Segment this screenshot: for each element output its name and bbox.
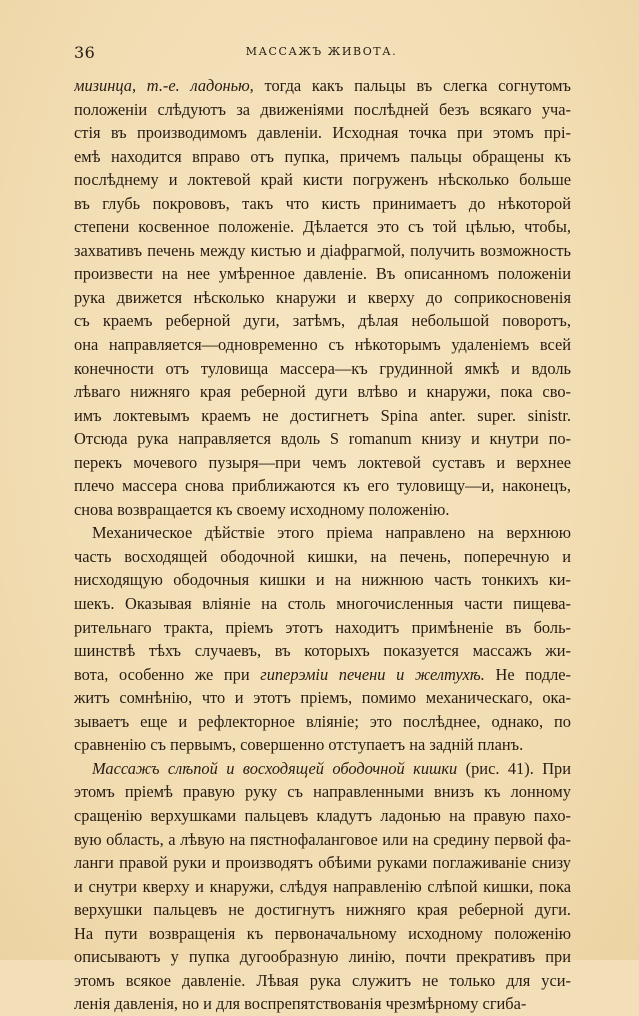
text-line <box>74 898 571 922</box>
text-run: вую область, а лѣвую на пястнофаланговое или на средину первой фа- <box>74 829 571 849</box>
text-run: тогда какъ пальцы въ слегка согнутомъ <box>253 76 571 95</box>
text-line <box>74 286 571 310</box>
text-line <box>74 451 571 475</box>
paragraph <box>74 521 571 756</box>
text-line <box>74 545 571 569</box>
text-line <box>74 922 571 946</box>
text-run: плечо массера снова приближаются къ его туловищу—и, наконецъ, <box>74 476 571 496</box>
text-line <box>74 592 571 616</box>
text-run: сращенію верхушками пальцевъ кладутъ ладонью на правую пахо- <box>74 805 571 825</box>
text-run: лѣваго нижняго края реберной дуги влѣво и кнаружи, пока сво- <box>74 382 571 402</box>
text-run: она направляется—одновременно съ нѣкоторымъ удаленіемъ всей <box>74 335 571 355</box>
text-run: въ глубь покрововъ, такъ что кисть принимаетъ до нѣкоторой <box>74 193 571 213</box>
text-line <box>74 262 571 286</box>
text-line <box>74 239 571 263</box>
text-run: захвативъ печень между кистью и діафрагмой, получить возможность <box>74 240 571 260</box>
text-line <box>74 828 571 852</box>
text-line <box>74 427 571 451</box>
text-line <box>74 357 571 381</box>
text-run: шинствѣ тѣхъ случаевъ, въ которыхъ показуется массажъ жи- <box>74 641 571 661</box>
text-line <box>74 733 571 757</box>
text-run: часть восходящей ободочной кишки, на печень, поперечную и <box>74 546 571 566</box>
text-run: произвести на нее умѣренное давленіе. Въ описанномъ положеніи <box>74 264 571 284</box>
text-run: верхушки пальцевъ не достигнутъ нижняго края реберной дуги. <box>74 900 571 920</box>
text-line <box>74 498 571 522</box>
text-run: емѣ находится вправо отъ пупка, причемъ пальцы обращены къ <box>74 146 571 166</box>
paragraph <box>74 757 571 1016</box>
text-run: описываютъ у пупка дугообразную линію, почти прекративъ при <box>74 947 571 967</box>
text-line <box>74 875 571 899</box>
italic-run: мизинца, т.-е. ладонью, <box>74 76 254 95</box>
text-line <box>74 333 571 357</box>
text-run: перекъ мочевого пузыря—при чемъ локтевой суставъ и верхнее <box>74 452 571 472</box>
text-run: этомъ пріемѣ правую руку съ направленными внизъ къ лонному <box>74 782 571 802</box>
text-line <box>74 639 571 663</box>
text-line <box>74 992 571 1016</box>
text-run: На пути возвращенія къ первоначальному исходному положенію <box>74 923 571 943</box>
text-line <box>74 168 571 192</box>
text-run: снова возвращается къ своему исходному положенію. <box>74 499 450 519</box>
text-run: рука движется нѣсколько кнаружи и кверху до соприкосновенія <box>74 287 571 307</box>
text-line <box>74 521 571 545</box>
text-run: сравненію съ первымъ, совершенно отступаетъ на задній планъ. <box>74 735 524 755</box>
text-line <box>74 686 571 710</box>
text-run: Механическое дѣйствіе этого пріема направлено на верхнюю <box>92 523 571 543</box>
text-line <box>74 215 571 239</box>
text-line <box>74 804 571 828</box>
text-run: рительнаго тракта, пріемъ этотъ находитъ примѣненіе въ боль- <box>74 617 571 637</box>
text-run: степени косвенное положеніе. Дѣлается это съ той цѣлью, чтобы, <box>74 217 571 237</box>
text-line <box>74 121 571 145</box>
text-line <box>74 74 571 98</box>
text-run: житъ сомнѣнію, что и этотъ пріемъ, помимо механическаго, ока- <box>74 688 571 708</box>
text-run: стія въ производимомъ давленіи. Исходная точка при этомъ прі- <box>74 123 571 143</box>
text-line <box>74 309 571 333</box>
text-run: ланги правой руки и производятъ обѣими руками поглаживаніе снизу <box>74 853 571 873</box>
paragraph <box>74 74 571 521</box>
italic-run: Массажъ слѣпой и восходящей ободочной кишки <box>92 758 458 778</box>
text-line <box>74 98 571 122</box>
text-run: нисходящую ободочныя кишки и на нижнюю часть тонкихъ ки- <box>74 570 571 590</box>
text-run: послѣднему и локтевой край кисти погруженъ нѣсколько больше <box>74 170 571 190</box>
text-line <box>74 474 571 498</box>
text-run: ленія давленія, но и для воспрепятствованія чрезмѣрному сгиба- <box>74 994 527 1014</box>
text-run: вота, особенно же при <box>74 664 261 684</box>
text-line <box>74 710 571 734</box>
running-title: МАССАЖЪ ЖИВОТА. <box>245 45 398 58</box>
page-number: 36 <box>74 43 96 62</box>
page-header <box>74 43 569 63</box>
text-run: положеніи слѣдуютъ за движеніями послѣдней безъ всякаго уча- <box>74 99 571 119</box>
text-run: этомъ всякое давленіе. Лѣвая рука служитъ не только для уси- <box>74 970 571 990</box>
text-run: шекъ. Оказывая вліяніе на столь многочисленныя части пищева- <box>74 594 571 614</box>
text-run: (рис. 41). При <box>457 758 571 778</box>
text-line <box>74 145 571 169</box>
text-run: Не подле- <box>484 664 571 684</box>
text-line <box>74 851 571 875</box>
text-run: Отсюда рука направляется вдоль S romanum книзу и кнутри по- <box>74 429 571 449</box>
italic-run: гиперэміи печени и желтухѣ. <box>260 664 485 684</box>
text-run: зываетъ еще и рефлекторное вліяніе; это послѣднее, однако, по <box>74 711 571 731</box>
text-line <box>74 404 571 428</box>
text-run: имъ локтевымъ краемъ не достигнетъ Spina anter. super. sinistr. <box>74 405 571 425</box>
text-line <box>74 663 571 687</box>
body-text <box>74 74 571 1016</box>
text-run: съ краемъ реберной дуги, затѣмъ, дѣлая небольшой поворотъ, <box>74 311 571 331</box>
text-line <box>74 945 571 969</box>
text-line <box>74 780 571 804</box>
text-line <box>74 969 571 993</box>
text-line <box>74 757 571 781</box>
text-run: конечности отъ туловища массера—къ грудинной ямкѣ и вдоль <box>74 358 571 378</box>
text-line <box>74 192 571 216</box>
text-line <box>74 568 571 592</box>
text-line <box>74 616 571 640</box>
text-line <box>74 380 571 404</box>
text-run: и снутри кверху и кнаружи, слѣдуя направленію слѣпой кишки, пока <box>74 876 571 896</box>
